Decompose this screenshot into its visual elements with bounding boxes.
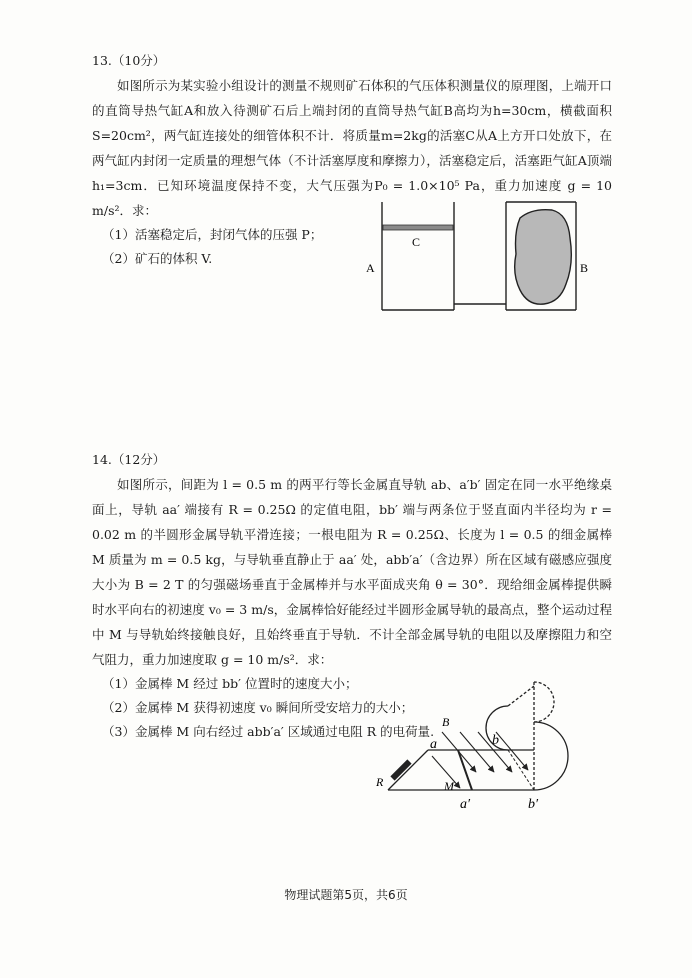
- label-b-field: B: [442, 715, 450, 729]
- question-13-sub1: （1）活塞稳定后，封闭气体的压强 P；: [102, 227, 323, 242]
- question-13-figure: [360, 198, 600, 322]
- label-a: a: [430, 737, 437, 752]
- boundary-bb-prime: [508, 750, 534, 790]
- question-13-header: [92, 48, 612, 73]
- label-b-prime: b′: [528, 797, 539, 812]
- question-13-sub2: （2）矿石的体积 V.: [102, 251, 213, 266]
- question-14-figure: [368, 670, 600, 830]
- question-14-header: [92, 447, 612, 472]
- label-m: M: [444, 779, 454, 793]
- page-footer: 物理试题第5页，共6页: [284, 888, 408, 902]
- question-14-sub1: （1）金属棒 M 经过 bb′ 位置时的速度大小；: [102, 676, 358, 691]
- label-c: C: [412, 235, 421, 249]
- question-14-body: 如图所示，间距为 l = 0.5 m 的两平行等长金属直导轨 ab、a′b′ 固定在同一水平绝缘桌面上，导轨 aa′ 端接有 R = 0.25Ω 的定值电阻，bb′ 端与两条位于竖直面内半径均为 r = 0.02 m 的半圆形金属导轨平滑连接；一根电阻为 R = 0.25Ω、长度为 l = 0.5 的细金属棒 M 质量为 m = 0.5 kg，与导轨垂直静止于 aa′ 处，abb′a′（含边界）所在区域有磁感应强度大小为 B = 2 T 的匀强磁场垂直于金属棒并与水平面成夹角 θ = 30°．现给细金属棒提供瞬时水平向右的初速度 v₀ = 3 m/s，金属棒恰好能经过半圆形金属导轨的最高点，整个运动过程中 M 与导轨始终接触良好，且始终垂直于导轨．不计全部金属导轨的电阻以及摩擦阻力和空气阻力，重力加速度取 g = 10 m/s²．求：: [92, 477, 612, 667]
- question-14-score: （12分）: [111, 452, 166, 467]
- ore-rock: [515, 210, 572, 305]
- question-13-number: 13.: [92, 53, 112, 68]
- cylinder-a: [382, 202, 454, 310]
- question-14-sub2: （2）金属棒 M 获得初速度 v₀ 瞬间所受安培力的大小；: [102, 700, 414, 715]
- label-b: B: [580, 261, 589, 275]
- piston-c: [383, 225, 453, 230]
- label-a-prime: a′: [460, 797, 471, 812]
- label-a: A: [366, 261, 375, 275]
- question-13-body: 如图所示为某实验小组设计的测量不规则矿石体积的气压体积测量仪的原理图，上端开口的直筒导热气缸A和放入待测矿石后上端封闭的直筒导热气缸B高均为h=30cm，横截面积S=20cm²，两气缸连接处的细管体积不计．将质量m=2kg的活塞C从A上方开口处放下，在两气缸内封闭一定质量的理想气体（不计活塞厚度和摩擦力），活塞稳定后，活塞距气缸A顶端h₁=3cm．已知环境温度保持不变，大气压强为P₀ = 1.0×10⁵ Pa，重力加速度 g = 10 m/s²．求：: [92, 78, 612, 218]
- label-b: b: [492, 733, 499, 748]
- metal-rod-m: [458, 750, 472, 790]
- question-14-number: 14.: [92, 452, 112, 467]
- label-r: R: [376, 775, 384, 789]
- question-13-score: （10分）: [111, 53, 166, 68]
- question-14-sub3: （3）金属棒 M 向右经过 abb′a′ 区域通过电阻 R 的电荷量.: [102, 724, 435, 739]
